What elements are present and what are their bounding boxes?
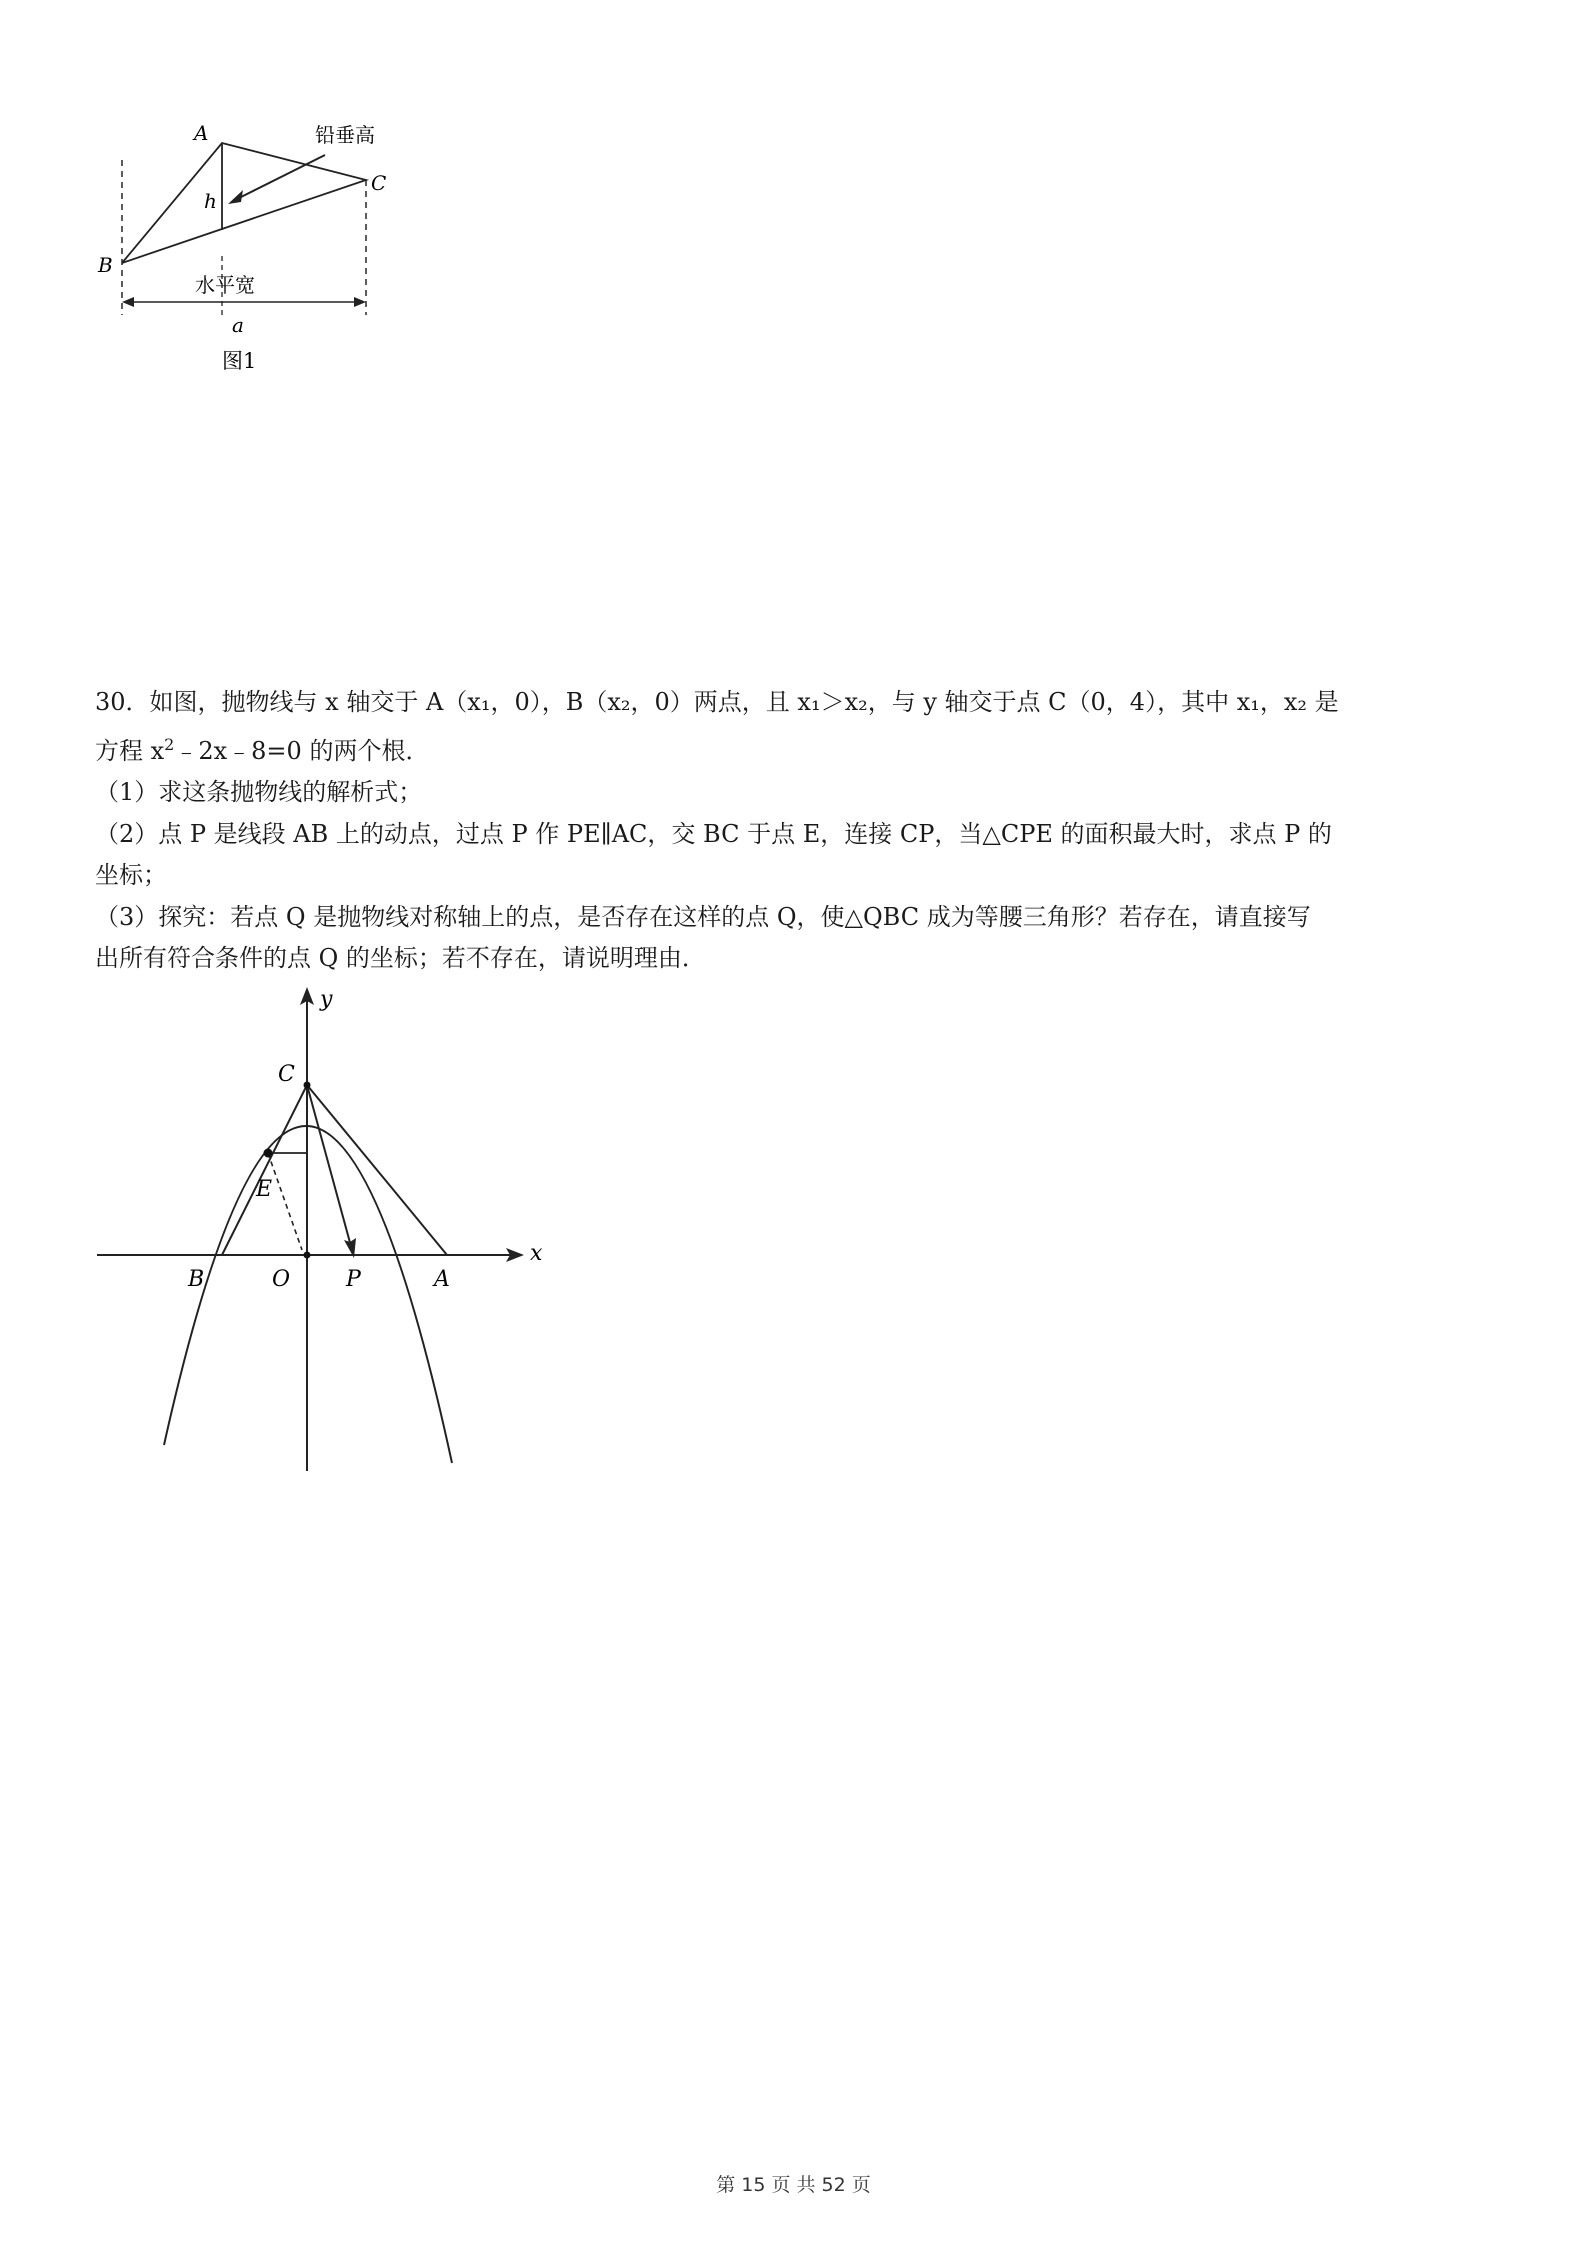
triangle-abc bbox=[122, 143, 366, 263]
figure-1-diagram bbox=[90, 110, 410, 390]
equation-prefix: 方程 x bbox=[95, 736, 165, 765]
width-arrow-left-head bbox=[122, 297, 134, 307]
point-o-dot bbox=[304, 1252, 311, 1259]
label-horizontal-width: 水平宽 bbox=[195, 273, 255, 297]
figure-2 bbox=[92, 978, 554, 1483]
question-3-line-1: （3）探究：若点 Q 是抛物线对称轴上的点，是否存在这样的点 Q，使△QBC 成为等腰三角形？若存在，请直接写 bbox=[95, 902, 1311, 931]
problem-30 bbox=[95, 682, 1505, 980]
problem-statement-line-2 bbox=[95, 724, 1505, 773]
segment-bc bbox=[222, 1085, 307, 1255]
label-point-c: C bbox=[278, 1062, 295, 1087]
segment-cp bbox=[307, 1085, 352, 1250]
figure-1 bbox=[90, 110, 410, 390]
label-a-length: a bbox=[232, 313, 244, 337]
point-c-dot bbox=[304, 1082, 311, 1089]
label-point-p: P bbox=[346, 1267, 361, 1292]
label-b-vertex: B bbox=[98, 253, 113, 277]
equation-exponent: 2 bbox=[164, 734, 175, 754]
width-arrow-right-head bbox=[354, 297, 366, 307]
question-3-line-2: 出所有符合条件的点 Q 的坐标；若不存在，请说明理由． bbox=[95, 944, 706, 972]
height-pointer-line bbox=[235, 155, 325, 200]
page-footer: 第 15 页 共 52 页 bbox=[716, 2174, 871, 2196]
label-y-axis: y bbox=[320, 987, 333, 1012]
label-a-vertex: A bbox=[194, 121, 209, 145]
figure-2-diagram bbox=[92, 978, 554, 1483]
label-x-axis: x bbox=[530, 1241, 543, 1266]
label-point-o: O bbox=[272, 1267, 291, 1292]
height-pointer-arrowhead bbox=[228, 190, 243, 204]
dashed-segment-e bbox=[268, 1153, 302, 1250]
question-2-line-2: 坐标； bbox=[95, 861, 167, 889]
label-point-e: E bbox=[256, 1177, 273, 1202]
question-2-line-1: （2）点 P 是线段 AB 上的动点，过点 P 作 PE∥AC，交 BC 于点 E，连接 CP，当△CPE 的面积最大时，求点 P 的 bbox=[95, 819, 1332, 848]
label-point-b: B bbox=[188, 1267, 205, 1292]
label-c-vertex: C bbox=[371, 171, 387, 195]
figure-1-caption: 图1 bbox=[222, 349, 257, 373]
question-1: （1）求这条抛物线的解析式； bbox=[95, 778, 423, 806]
problem-statement-line-1: 30．如图，抛物线与 x 轴交于 A（x₁，0），B（x₂，0）两点，且 x₁＞x₂，与 y 轴交于点 C（0，4），其中 x₁，x₂ 是 bbox=[95, 688, 1339, 716]
segment-ca bbox=[307, 1085, 447, 1255]
label-point-a: A bbox=[434, 1267, 450, 1292]
label-h: h bbox=[204, 189, 217, 213]
label-vertical-height: 铅垂高 bbox=[315, 123, 375, 147]
point-e-dot bbox=[264, 1149, 273, 1158]
equation-suffix: ﹣2x﹣8=0 的两个根． bbox=[174, 736, 430, 765]
